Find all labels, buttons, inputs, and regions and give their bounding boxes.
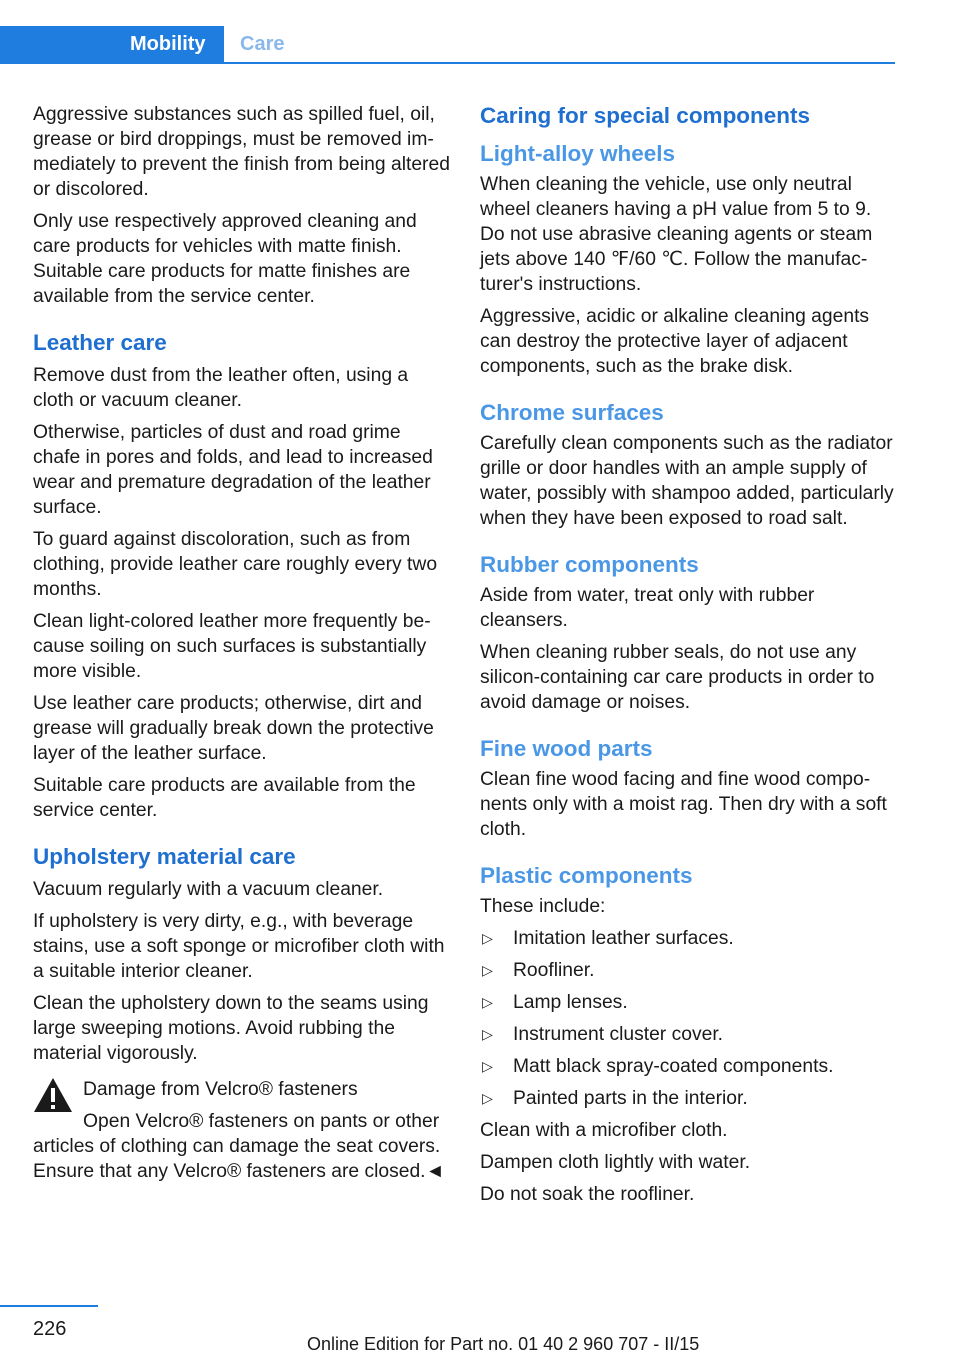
heading-special-components: Caring for special components xyxy=(480,103,811,128)
paragraph: When cleaning the vehicle, use only neutral wheel cleaners having a pH value from 5 to 9. Do not use abrasive cleaning agents or steam jets above 140 ℉/60 ℃. Follow the manufacturer's instructions. xyxy=(480,174,873,295)
list-item-text: Instrument cluster cover. xyxy=(513,1024,724,1045)
paragraph: Clean light-colored leather more frequently because soiling on such surfaces is substantially more visible. xyxy=(33,611,431,682)
heading-leather-care: Leather care xyxy=(33,330,167,355)
list-item-text: Imitation leather surfaces. xyxy=(513,928,734,949)
list-item-text: Painted parts in the interior. xyxy=(513,1088,748,1109)
list-item-text: Lamp lenses. xyxy=(513,992,628,1013)
edition-label: Online Edition for Part no. 01 40 2 960 707 - II/15 xyxy=(307,1334,700,1354)
plastic-components-list xyxy=(480,926,900,1111)
tab-mobility[interactable] xyxy=(0,26,224,62)
triangle-right-icon: ▷ xyxy=(482,930,493,946)
paragraph: Otherwise, particles of dust and road grime chafe in pores and folds, and lead to increased wear and premature degradation of the leather surface. xyxy=(33,422,433,518)
paragraph: Clean with a microfiber cloth. xyxy=(480,1120,728,1141)
heading-plastic-components: Plastic components xyxy=(480,863,693,888)
paragraph: Aside from water, treat only with rubber cleansers. xyxy=(480,585,815,631)
triangle-right-icon: ▷ xyxy=(482,962,493,978)
triangle-right-icon: ▷ xyxy=(482,1090,493,1106)
warning-box xyxy=(33,1077,451,1184)
triangle-right-icon: ▷ xyxy=(482,1058,493,1074)
paragraph: Vacuum regularly with a vacuum cleaner. xyxy=(33,879,384,900)
paragraph: Clean fine wood facing and fine wood components only with a moist rag. Then dry with a soft cloth. xyxy=(480,769,887,840)
list-item xyxy=(480,1086,900,1111)
paragraph: Only use respectively approved cleaning and care products for vehicles with matte finish. Suitable care products for matte finishes are available from the service center. xyxy=(33,211,417,307)
paragraph: Aggressive substances such as spilled fuel, oil, grease or bird droppings, must be removed immediately to prevent the finish from being altered or discolored. xyxy=(33,104,450,200)
list-item-text: Matt black spray-coated components. xyxy=(513,1056,834,1077)
list-item xyxy=(480,1054,900,1079)
heading-rubber-components: Rubber components xyxy=(480,552,699,577)
heading-light-alloy-wheels: Light-alloy wheels xyxy=(480,141,676,166)
paragraph: Do not soak the roofliner. xyxy=(480,1184,695,1205)
paragraph: Clean the upholstery down to the seams using large sweeping motions. Avoid rubbing the material vigorously. xyxy=(33,993,429,1064)
warning-body: Open Velcro® fasteners on pants or other articles of clothing can damage the seat covers. Ensure that any Velcro® fasteners are closed.◄ xyxy=(33,1111,445,1182)
paragraph: Remove dust from the leather often, using a cloth or vacuum cleaner. xyxy=(33,365,409,411)
tab-mobility-label: Mobility xyxy=(130,33,206,55)
paragraph: Carefully clean components such as the radiator grille or door handles with an ample supply of water, possibly with shampoo added, particularly when they have been exposed to road salt. xyxy=(480,433,894,529)
tab-care[interactable]: Care xyxy=(240,33,285,55)
footer-rule xyxy=(0,1305,98,1307)
warning-triangle-icon xyxy=(33,1077,73,1113)
paragraph: Aggressive, acidic or alkaline cleaning agents can destroy the protective layer of adjacent components, such as the brake disk. xyxy=(480,306,870,377)
paragraph: To guard against discoloration, such as from clothing, provide leather care roughly every two months. xyxy=(33,529,438,600)
right-column xyxy=(480,102,900,1214)
heading-chrome-surfaces: Chrome surfaces xyxy=(480,400,664,425)
triangle-right-icon: ▷ xyxy=(482,1026,493,1042)
left-column xyxy=(33,102,451,1191)
paragraph: If upholstery is very dirty, e.g., with beverage stains, use a soft sponge or microfiber cloth with a suitable interior cleaner. xyxy=(33,911,445,982)
list-item xyxy=(480,926,900,951)
triangle-right-icon: ▷ xyxy=(482,994,493,1010)
list-item xyxy=(480,958,900,983)
paragraph: When cleaning rubber seals, do not use any silicon-containing car care products in order to avoid damage or noises. xyxy=(480,642,875,713)
list-item xyxy=(480,990,900,1015)
heading-fine-wood-parts: Fine wood parts xyxy=(480,736,653,761)
chapter-tabs xyxy=(0,26,895,64)
paragraph: These include: xyxy=(480,896,606,917)
heading-upholstery-care: Upholstery material care xyxy=(33,844,296,869)
list-item-text: Roofliner. xyxy=(513,960,595,981)
paragraph: Dampen cloth lightly with water. xyxy=(480,1152,751,1173)
paragraph: Use leather care products; otherwise, dirt and grease will gradually break down the protective layer of the leather surface. xyxy=(33,693,434,764)
warning-title: Damage from Velcro® fasteners xyxy=(83,1079,358,1100)
page-number: 226 xyxy=(33,1318,67,1340)
list-item xyxy=(480,1022,900,1047)
paragraph: Suitable care products are available from the service center. xyxy=(33,775,416,821)
